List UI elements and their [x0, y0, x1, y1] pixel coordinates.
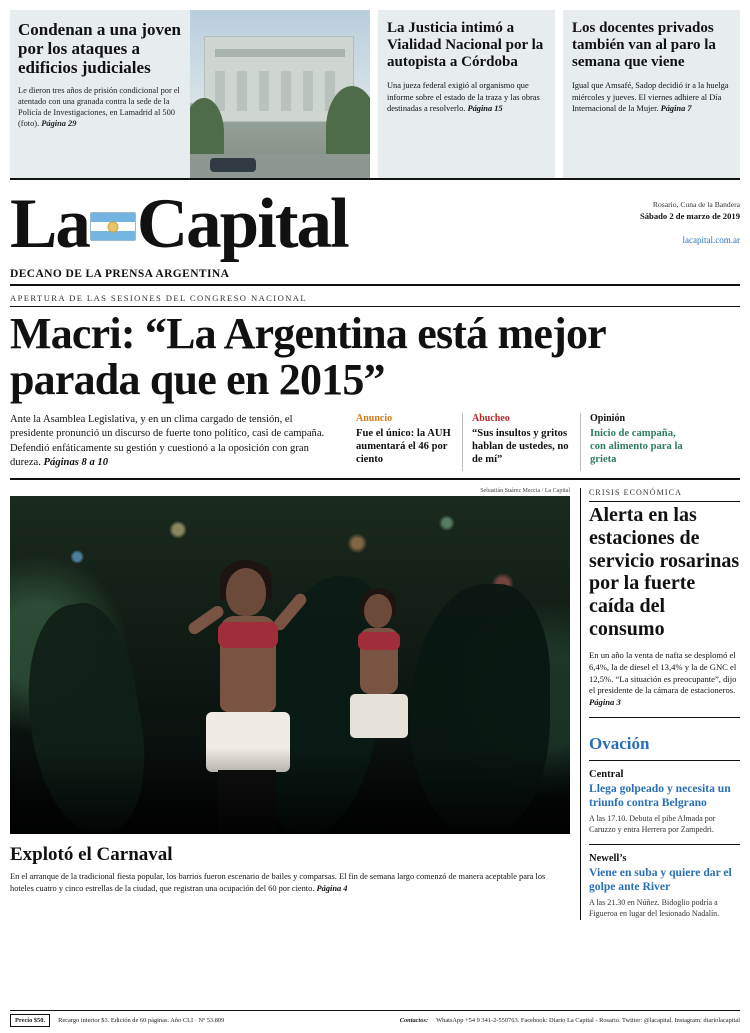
main-photo-caption-body — [10, 871, 570, 894]
sports-item-central-body: A las 17.10. Debuta el pibe Almada por Caruzzo y entra Herrera por Zampedri. — [589, 814, 716, 835]
sports-rule-1 — [589, 760, 740, 761]
top-story-right-summary — [572, 80, 731, 114]
lead-kicker: APERTURA DE LAS SESIONES DEL CONGRESO NACIONAL — [10, 293, 308, 304]
lead-subcolumn-abucheo[interactable] — [462, 413, 580, 471]
masthead-city: Rosario, Cuna de la Bandera — [652, 200, 740, 209]
main-photo-caption-headline[interactable]: Explotó el Carnaval — [10, 844, 173, 866]
lead-subcolumn-abucheo-kicker: Abucheo — [472, 412, 510, 424]
lead-subcolumns — [350, 413, 740, 471]
main-photo-caption-text: En el arranque de la tradicional fiesta popular, los barrios fueron escenario de bailes y comparsas. El fin de semana largo comenzó de manera aceptable para los hoteles cuatro y cinco estrellas de la ciudad, que registran una ocupación del 60 por ciento. — [10, 872, 546, 893]
side-body-page: Página 3 — [589, 697, 621, 708]
sports-section-title[interactable]: Ovación — [589, 734, 650, 754]
top-story-left-summary — [18, 85, 182, 129]
side-kicker: CRISIS ECONÓMICA — [589, 488, 682, 498]
top-strip — [10, 0, 740, 178]
lead-summary — [10, 413, 340, 471]
masthead-right — [590, 186, 740, 245]
top-story-left-headline: Condenan a una joven por los ataques a edificios judiciales — [18, 20, 181, 78]
footer-contacts: WhatsApp +54 9 341-2-550763. Facebook: Diario La Capital - Rosario. Twitter: @lacapital. Instagram: diariolacapital — [436, 1017, 740, 1024]
top-story-left-text — [10, 10, 190, 178]
lead-subcolumn-opinion-kicker: Opinión — [590, 412, 626, 424]
title-part-1: La — [10, 185, 89, 263]
lead-subcolumn-opinion-text: Inicio de campaña, con alimento para la grieta — [590, 427, 683, 465]
sports-item-central-club: Central — [589, 769, 624, 781]
footer — [10, 1010, 740, 1027]
side-body-text: En un año la venta de nafta se desplomó el 6,4%, la de diesel el 13,4% y la de GNC el 12,5%. “La situación es preocupante”, dijo el presidente de la cámara de estacioneros. — [589, 649, 737, 696]
lead-row — [10, 413, 740, 471]
main-photo-caption-page: Página 4 — [316, 883, 348, 893]
masthead-website-link[interactable]: lacapital.com.ar — [682, 235, 740, 245]
lead-subcolumn-anuncio[interactable] — [350, 413, 462, 471]
masthead-slogan: DECANO DE LA PRENSA ARGENTINA — [10, 268, 230, 281]
lead-subcolumn-anuncio-text: Fue el único: la AUH aumentará el 46 por ciento — [356, 427, 451, 465]
top-story-right[interactable] — [563, 10, 740, 178]
sports-item-newells[interactable] — [589, 853, 740, 920]
main-photo-credit: Sebastián Suárez Meccia / La Capital — [480, 488, 570, 495]
top-story-left-page: Página 29 — [41, 119, 77, 129]
side-kicker-rule — [589, 501, 740, 502]
lead-bottom-rule — [10, 478, 740, 480]
side-body — [589, 650, 740, 709]
photo-car — [210, 158, 256, 172]
lead-kicker-rule — [10, 306, 740, 307]
footer-surcharge: Recargo interior $3. Edición de 60 páginas. Año CLI · Nº 53.809 — [58, 1017, 225, 1024]
top-story-middle[interactable] — [378, 10, 555, 178]
sports-item-central[interactable] — [589, 769, 740, 836]
sports-rule-2 — [589, 844, 740, 845]
top-story-middle-headline: La Justicia intimó a Vialidad Nacional por la autopista a Córdoba — [387, 20, 544, 71]
top-story-right-summary-text: Igual que Amsafé, Sadop decidió ir a la huelga miércoles y jueves. El viernes adhiere al Día Internacional de la Mujer. — [572, 81, 729, 113]
sports-item-newells-headline: Viene en suba y quiere dar el golpe ante River — [589, 865, 732, 894]
title-part-2: Capital — [136, 185, 348, 263]
top-story-left-photo — [190, 10, 370, 178]
lead-summary-text: Ante la Asamblea Legislativa, y en un clima cargado de tensión, el presidente pronunció un discurso de fuerte tono político, casi de campaña. Defendió enfáticamente su gestión y cuestionó a la oposición con gran dureza. — [10, 413, 325, 469]
top-story-right-headline: Los docentes privados también van al paro la semana que viene — [572, 20, 716, 71]
lead-subcolumn-anuncio-kicker: Anuncio — [356, 412, 393, 424]
lead-subcolumn-abucheo-text: “Sus insultos y gritos hablan de ustedes, no de mí” — [472, 427, 569, 465]
argentina-flag-icon — [90, 212, 136, 241]
top-story-left-summary-text: Le dieron tres años de prisión condicional por el atentado con una granada contra la sede de la Policía de Investigaciones, en Lamadrid al 500 (foto). — [18, 86, 180, 129]
top-story-left[interactable] — [10, 10, 370, 178]
top-story-middle-summary-text: Una jueza federal exigió al organismo que informe sobre el estado de la traza y las obras destinadas a resolverlo. — [387, 81, 540, 113]
footer-contacts-label: Contactos: — [399, 1017, 429, 1024]
main-photo-column — [10, 488, 570, 920]
lead-summary-page: Páginas 8 a 10 — [43, 457, 108, 469]
top-story-middle-summary — [387, 80, 546, 114]
sports-item-central-headline: Llega golpeado y necesita un triunfo contra Belgrano — [589, 782, 731, 810]
body-row — [10, 488, 740, 920]
sports-divider — [589, 717, 740, 718]
top-story-middle-page: Página 15 — [467, 103, 503, 113]
photo-crowd — [10, 748, 570, 834]
masthead-left — [10, 186, 590, 280]
masthead — [10, 180, 740, 280]
top-story-right-page: Página 7 — [660, 103, 692, 113]
lead-headline[interactable]: Macri: “La Argentina está mejor parada que en 2015” — [10, 309, 606, 404]
footer-price: Precio $50. — [10, 1014, 50, 1027]
main-photo[interactable] — [10, 496, 570, 834]
lead-subcolumn-opinion[interactable] — [580, 413, 700, 471]
sports-item-newells-club: Newell’s — [589, 852, 627, 864]
masthead-date: Sábado 2 de marzo de 2019 — [639, 211, 740, 221]
newspaper-title — [10, 185, 590, 263]
side-headline[interactable]: Alerta en las estaciones de servicio rosarinas por la fuerte caída del consumo — [589, 504, 740, 641]
side-column — [580, 488, 740, 920]
sports-item-newells-body: A las 21.30 en Núñez. Bidoglio podría a Figueroa en lugar del lesionado Nadalín. — [589, 898, 720, 918]
